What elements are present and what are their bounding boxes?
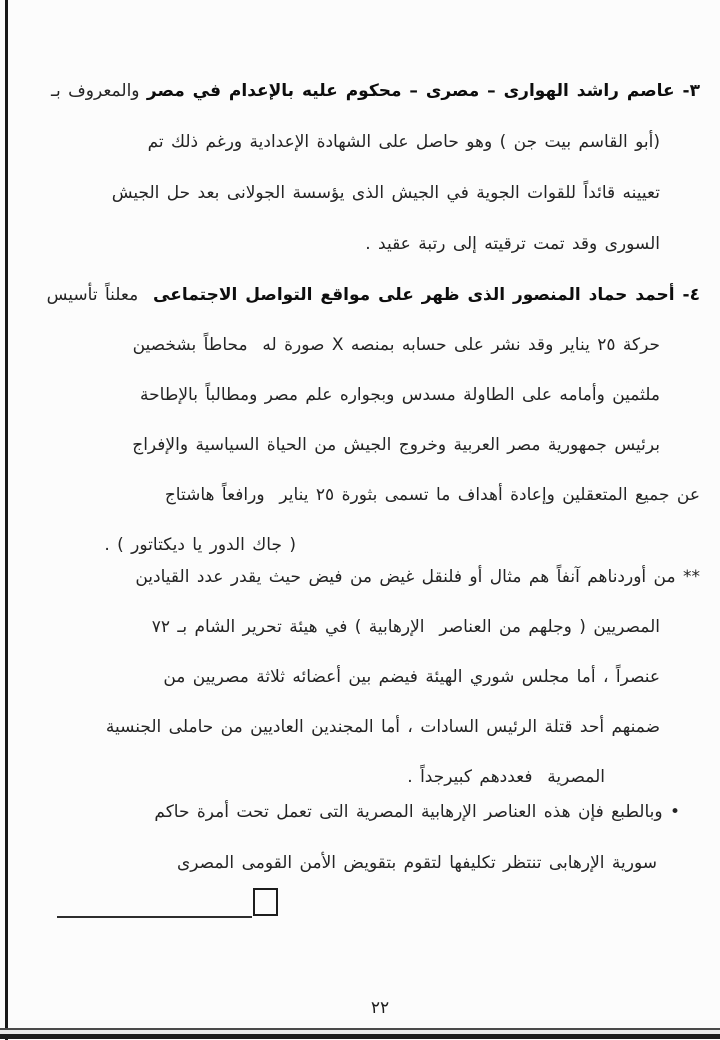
bullet-line1: • وبالطبع فإن هذه العناصر الإرهابية المصرية التى تعمل تحت أمرة حاكم [154, 802, 680, 822]
paragraph-item-3 [51, 66, 700, 270]
bullet-line2: سورية الإرهابى تنتظر تكليفها لتقوم بتقويض الأمن القومى المصرى [177, 853, 657, 873]
note-line5: المصرية فعددهم كبيرجداً . [407, 767, 605, 787]
note-line1: ** من أوردناهم آنفاً هم مثال أو فلنقل غيض من فيض حيث يقدر عدد القيادين [135, 567, 700, 587]
paragraph-note [56, 552, 700, 802]
item3-line1-rest: والمعروف بـ [51, 81, 147, 101]
item4-line4: برئيس جمهورية مصر العربية وخروج الجيش من الحياة السياسية والإفراج [132, 435, 660, 455]
item4-line3: ملثمين وأمامه على الطاولة مسدس وبجواره علم مصر ومطالباً بالإطاحة [140, 385, 660, 405]
item4-line6: ( جاك الدور يا ديكتاتور ) . [104, 535, 296, 555]
note-line2: المصريين ( وجلهم من العناصر الإرهابية ) في هيئة تحرير الشام بـ ٧٢ [151, 617, 660, 637]
footnote-rule [57, 916, 252, 918]
item4-line2: حركة ٢٥ يناير وقد نشر على حسابه بمنصه X صورة له محاطاً بشخصين [132, 335, 660, 355]
page-number: ٢٢ [370, 998, 390, 1018]
item3-line4: السورى وقد تمت ترقيته إلى رتبة عقيد . [365, 234, 660, 254]
item3-line1 [51, 66, 700, 117]
item3-line2: (أبو القاسم بيت جن ) وهو حاصل على الشهادة الإعدادية ورغم ذلك تم [147, 132, 660, 152]
item4-line5: عن جميع المتعقلين وإعادة أهداف ما تسمى بثورة ٢٥ يناير ورافعاً هاشتاج [164, 485, 700, 505]
paragraph-bullet [56, 787, 700, 889]
scan-left-border [5, 0, 8, 1040]
paragraph-item-4 [46, 270, 700, 570]
item4-heading-bold: ٤- أحمد حماد المنصور الذى ظهر على مواقع التواصل الاجتماعى [153, 285, 700, 305]
item4-line1 [46, 270, 700, 320]
note-line3: عنصراً ، أما مجلس شوري الهيئة فيضم بين أعضائه ثلاثة مصريين من [163, 667, 660, 687]
footnote-empty-box [253, 888, 278, 916]
scan-bottom-line-thin [0, 1028, 720, 1030]
item3-line3: تعيينه قائداً للقوات الجوية في الجيش الذى يؤسسة الجولانى بعد حل الجيش [111, 183, 660, 203]
item4-line1-rest: معلناً تأسيس [46, 285, 154, 305]
scan-bottom-line-thick [0, 1034, 720, 1039]
item3-heading-bold: ٣- عاصم راشد الهوارى – مصرى – محكوم عليه بالإعدام في مصر [146, 81, 700, 101]
note-line4: ضمنهم أحد قتلة الرئيس السادات ، أما المجندين العاديين من حاملى الجنسية [105, 717, 660, 737]
